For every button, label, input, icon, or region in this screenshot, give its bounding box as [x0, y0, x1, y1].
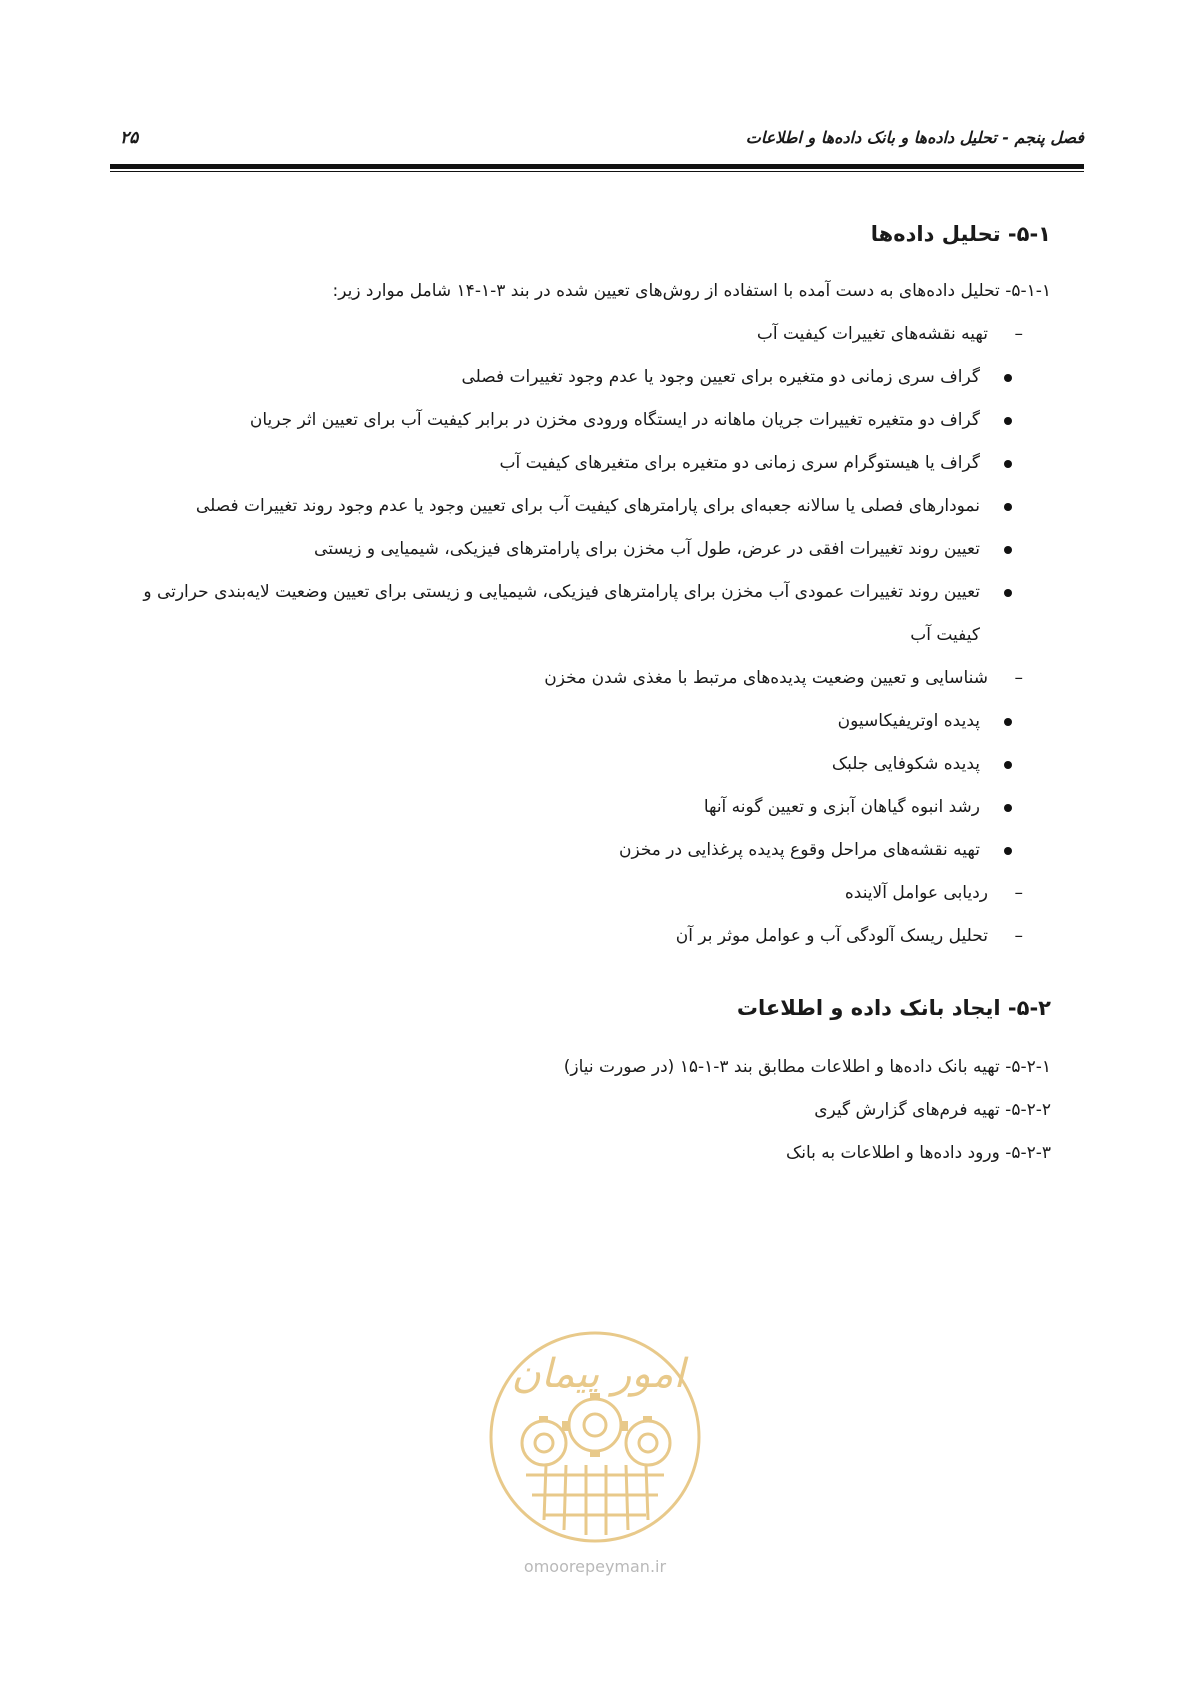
- header-rule-thick: [110, 164, 1084, 169]
- dash-mark: –: [1014, 883, 1023, 903]
- dash-item-label: ردیابی عوامل آلاینده: [844, 883, 988, 903]
- bullet-dot: [1004, 374, 1012, 382]
- bullet-dot: [1004, 503, 1012, 511]
- bullet-text: گراف سری زمانی دو متغیره برای تعیین وجود یا عدم وجود تغییرات فصلی: [461, 367, 980, 387]
- bullet-item: [112, 485, 1018, 528]
- section-heading-5-1: ۵-۱- تحلیل داده‌ها: [870, 222, 1051, 246]
- dash-item-pollutants: [112, 872, 1023, 915]
- watermark-seal-logo: [486, 1325, 704, 1553]
- bullet-dot: [1004, 589, 1012, 597]
- subsection-paragraph: ۵-۲-۱- تهیه بانک داده‌ها و اطلاعات مطابق بند ۳-۱-۱۵ (در صورت نیاز): [563, 1057, 1051, 1077]
- subsection-paragraph: ۵-۲-۲- تهیه فرم‌های گزارش گیری: [814, 1100, 1051, 1120]
- dash-mark: –: [1014, 668, 1023, 688]
- subsection-paragraph: ۵-۲-۳- ورود داده‌ها و اطلاعات به بانک: [786, 1143, 1051, 1163]
- chapter-title: فصل پنجم - تحلیل داده‌ها و بانک داده‌ها و اطلاعات: [745, 128, 1084, 147]
- bullet-item: [112, 528, 1018, 571]
- bullet-text: تهیه نقشه‌های مراحل وقوع پدیده پرغذایی در مخزن: [618, 840, 980, 860]
- dash-mark: –: [1014, 926, 1023, 946]
- dash-item-eutrophication: [112, 657, 1023, 700]
- bullet-dot: [1004, 804, 1012, 812]
- bullet-text: پدیده اوتریفیکاسیون: [837, 711, 980, 731]
- dash-item-water-quality-maps: [112, 313, 1023, 356]
- bullet-item: [112, 399, 1018, 442]
- bullet-text: پدیده شکوفایی جلبک: [831, 754, 980, 774]
- bullet-text: رشد انبوه گیاهان آبزی و تعیین گونه آنها: [703, 797, 980, 817]
- bullet-dot: [1004, 460, 1012, 468]
- section-intro: ۵-۱-۱- تحلیل داده‌های به دست آمده با استفاده از روش‌های تعیین شده در بند ۳-۱-۱۴ شامل موارد زیر:: [332, 281, 1051, 301]
- page-number: ۲۵: [120, 128, 139, 148]
- bullet-item: [112, 442, 1018, 485]
- bullet-text: گراف دو متغیره تغییرات جریان ماهانه در ایستگاه ورودی مخزن در برابر کیفیت آب برای تعیین اثر جریان: [249, 410, 980, 430]
- watermark-logo-text: امور پیمان: [511, 1351, 685, 1397]
- bullet-dot: [1004, 847, 1012, 855]
- section-heading-5-2: ۵-۲- ایجاد بانک داده و اطلاعات: [736, 996, 1051, 1020]
- dash-item-label: شناسایی و تعیین وضعیت پدیده‌های مرتبط با مغذی شدن مخزن: [544, 668, 988, 688]
- dash-item-label: تحلیل ریسک آلودگی آب و عوامل موثر بر آن: [675, 926, 988, 946]
- dash-item-risk-analysis: [112, 915, 1023, 958]
- bullet-text: گراف یا هیستوگرام سری زمانی دو متغیره برای متغیرهای کیفیت آب: [499, 453, 980, 473]
- bullet-dot: [1004, 417, 1012, 425]
- document-body: [112, 218, 1051, 1175]
- bullet-text: تعیین روند تغییرات افقی در عرض، طول آب مخزن برای پارامترهای فیزیکی، شیمیایی و زیستی: [314, 539, 980, 559]
- header-rule-thin: [110, 171, 1084, 172]
- bullet-item: [112, 743, 1018, 786]
- bullet-item: [112, 829, 1018, 872]
- bullet-item: [112, 700, 1018, 743]
- bullet-item: [112, 356, 1018, 399]
- watermark-url: omoorepeyman.ir: [523, 1557, 667, 1576]
- bullet-dot: [1004, 546, 1012, 554]
- bullet-dot: [1004, 761, 1012, 769]
- bullet-item: [112, 786, 1018, 829]
- bullet-text: تعیین روند تغییرات عمودی آب مخزن برای پارامترهای فیزیکی، شیمیایی و زیستی برای تعیین وضعیت لایه‌بندی حرارتی و کیفیت آب: [143, 582, 980, 645]
- dash-mark: –: [1014, 324, 1023, 344]
- page-header: [110, 128, 1084, 154]
- dash-item-label: تهیه نقشه‌های تغییرات کیفیت آب: [756, 324, 988, 344]
- bullet-item: [112, 571, 1018, 657]
- bullet-dot: [1004, 718, 1012, 726]
- bullet-text: نمودارهای فصلی یا سالانه جعبه‌ای برای پارامترهای کیفیت آب برای تعیین وجود یا عدم وجود روند تغییرات فصلی: [195, 496, 980, 516]
